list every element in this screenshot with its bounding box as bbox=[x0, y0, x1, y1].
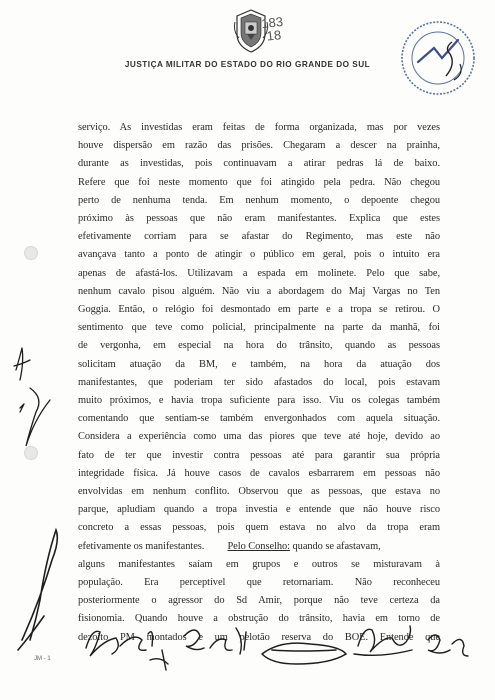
punch-hole-top bbox=[24, 246, 38, 260]
text-line: apenas de afastá-los. Utilizavam a espada em molinete. Pelo que sabe, bbox=[78, 267, 440, 279]
underlined-phrase: Pelo Conselho: bbox=[227, 540, 290, 552]
text-line: comentando que sentiam-se também envergonhados com aquela situação. bbox=[78, 413, 440, 425]
text-line: avançava tanto a ponto de atingir o público em geral, pois o intuito era bbox=[78, 249, 440, 261]
text-line: solicitam atuação da BM, e também, na hora da atuação dos bbox=[78, 358, 440, 370]
text-line: muito próximos, e havia tropa suficiente para isso. Viu os colegas também bbox=[78, 395, 440, 407]
text-line: próximo às pessoas que não eram manifestantes. Explica que estes bbox=[78, 213, 440, 225]
folio-number-sub: 18 bbox=[265, 27, 282, 44]
text-line: parque, apludiam quando a tropa investia e entende que não houve risco bbox=[78, 504, 440, 516]
text-line-mixed bbox=[78, 538, 440, 556]
text-line: serviço. As investidas eram feitas de forma organizada, mas por vezes bbox=[78, 122, 440, 133]
text-line: concreto a essas pessoas, pois quem estava no alvo da tropa eram bbox=[78, 522, 440, 534]
text-line: população. Era perceptível que retornariam. Não reconheceu bbox=[78, 577, 440, 589]
text-line: de vergonha, em especial na hora do trânsito, quando as pessoas bbox=[78, 340, 440, 352]
text-line: manifestantes, que poderiam ter sido afastados do local, pois estavam bbox=[78, 376, 440, 388]
left-margin-signature-icon bbox=[18, 530, 57, 650]
official-stamp-icon bbox=[398, 18, 478, 98]
body-text bbox=[78, 119, 440, 647]
text-line: envolvidas em nenhum conflito. Observou que as pessoas, que estava no bbox=[78, 486, 440, 498]
text-line: Considera a experiência como uma das piores que teve até hoje, devido ao bbox=[78, 431, 440, 443]
punch-hole-bottom bbox=[24, 446, 38, 460]
page-title: JUSTIÇA MILITAR DO ESTADO DO RIO GRANDE DO SUL bbox=[124, 60, 371, 69]
text-line: alguns manifestantes saíam em grupos e outros se misturavam à bbox=[78, 558, 440, 570]
text-line: fato de ter que investir contra pessoas até para garantir sua própria bbox=[78, 449, 440, 461]
text-line: nenhum cavalo pisou alguém. Não viu a abordagem do Maj Vargas no Ten bbox=[78, 285, 440, 297]
text-line: posteriormente o agressor do Sd Amir, porque não teve certeza da bbox=[78, 595, 440, 607]
folio-number bbox=[261, 15, 285, 43]
text-line: sentimento que teve como policial, principalmente na parte da manhã, foi bbox=[78, 322, 440, 334]
text-line: dezoito PM montados e um pelotão reserva do BOE. Entende que bbox=[78, 631, 440, 643]
text-line: houve dispersão em razão das prisões. Chegaram a descer na prainha, bbox=[78, 140, 440, 152]
text-line: perto de nenhuma tenda. Em nenhum momento, o depoente chegou bbox=[78, 194, 440, 206]
text-line: efetivamente corriam para se afastar do Regimento, mas este não bbox=[78, 231, 440, 243]
text-line: Goggia. Então, o relógio foi desmontado em parte e a tropa se retirou. O bbox=[78, 304, 440, 316]
text-segment: quando se afastavam, bbox=[292, 540, 381, 552]
text-segment: efetivamente os manifestantes. bbox=[78, 540, 205, 552]
folio-number-main: 183 bbox=[260, 13, 284, 32]
text-line: durante as investidas, pois continuavam a atirar pedras lá de baixo. bbox=[78, 158, 440, 170]
margin-initials-icon bbox=[14, 348, 50, 446]
text-line: Refere que foi neste momento que foi atingido pela pedra. Não chegou bbox=[78, 176, 440, 188]
form-code: JM - 1 bbox=[34, 656, 51, 662]
text-line: integridade física. Já houve casos de cavalos esbarrarem em pessoas não bbox=[78, 467, 440, 479]
text-line: fisionomia. Quando houve a obstrução do trânsito, havia em torno de bbox=[78, 613, 440, 625]
